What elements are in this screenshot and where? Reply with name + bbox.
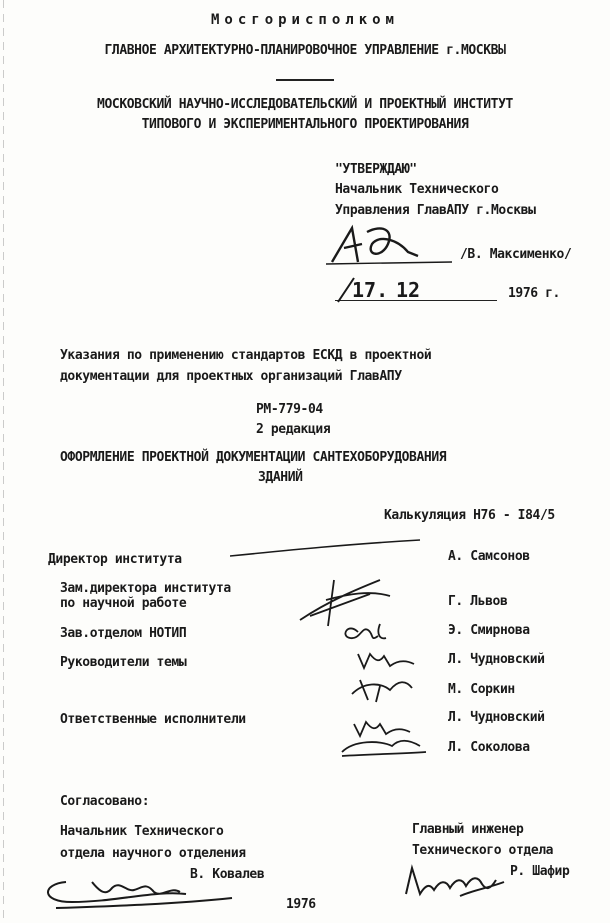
staff-role: Зав.отделом НОТИП [60,626,187,641]
staff-role: Ответственные исполнители [60,712,246,727]
header-divider [276,79,334,81]
approver-signature [322,222,462,270]
institute-line2: ТИПОВОГО И ЭКСПЕРИМЕНТАЛЬНОГО ПРОЕКТИРОВАНИЯ [141,117,469,132]
department-name: ГЛАВНОЕ АРХИТЕКТУРНО-ПЛАНИРОВОЧНОЕ УПРАВЛЕНИЕ г.МОСКВЫ [104,43,506,58]
scan-edge [3,0,4,923]
footer-year: 1976 [286,897,316,912]
institute-line1: МОСКОВСКИЙ НАУЧНО-ИССЛЕДОВАТЕЛЬСКИЙ И ПРОЕКТНЫЙ ИНСТИТУТ [97,97,513,112]
org-name: Мосгорисполком [210,12,399,28]
document-title-line1: ОФОРМЛЕНИЕ ПРОЕКТНОЙ ДОКУМЕНТАЦИИ САНТЕХОБОРУДОВАНИЯ [60,450,447,465]
approval-heading: "УТВЕРЖДАЮ" [335,162,417,177]
approver-name: /В. Максименко/ [460,247,572,262]
staff-role: Директор института [48,552,182,567]
agreement-left-line2: отдела научного отделения [60,846,246,861]
staff-role: Руководители темы [60,655,187,670]
staff-role: Зам.директора института [60,581,231,596]
date-day: 17. [352,278,389,302]
staff-name: Э. Смирнова [448,623,530,638]
intro-line2: документации для проектных организаций ГлавАПУ [60,369,402,384]
staff-signatures [230,530,450,770]
intro-line1: Указания по применению стандартов ЕСКД в проектной [60,348,432,363]
kovalev-signature [36,868,236,912]
agreement-right-line1: Главный инженер [412,822,524,837]
staff-name: М. Соркин [448,682,515,697]
date-month: 12 [396,278,421,302]
staff-name: Г. Львов [448,594,508,609]
document-code: РМ-779-04 [256,402,323,417]
calculation-number: Калькуляция Н76 - I84/5 [384,508,555,523]
date-year: 1976 г. [508,286,560,301]
shafir-signature [400,860,510,900]
staff-name: Л. Чудновский [448,652,545,667]
agreement-right-line2: Технического отдела [412,843,554,858]
agreement-left-name: В. Ковалев [190,867,265,882]
staff-name: Л. Соколова [448,740,530,755]
document-edition: 2 редакция [256,422,331,437]
staff-name: Л. Чудновский [448,710,545,725]
staff-role-continued: по научной работе [60,596,187,611]
agreement-heading: Согласовано: [60,794,150,809]
agreement-left-line1: Начальник Технического [60,824,224,839]
document-title-line2: ЗДАНИЙ [258,470,303,485]
agreement-right-name: Р. Шафир [510,864,570,879]
approver-position-line1: Начальник Технического [335,182,499,197]
staff-name: А. Самсонов [448,549,530,564]
approver-position-line2: Управления ГлавАПУ г.Москвы [335,203,536,218]
